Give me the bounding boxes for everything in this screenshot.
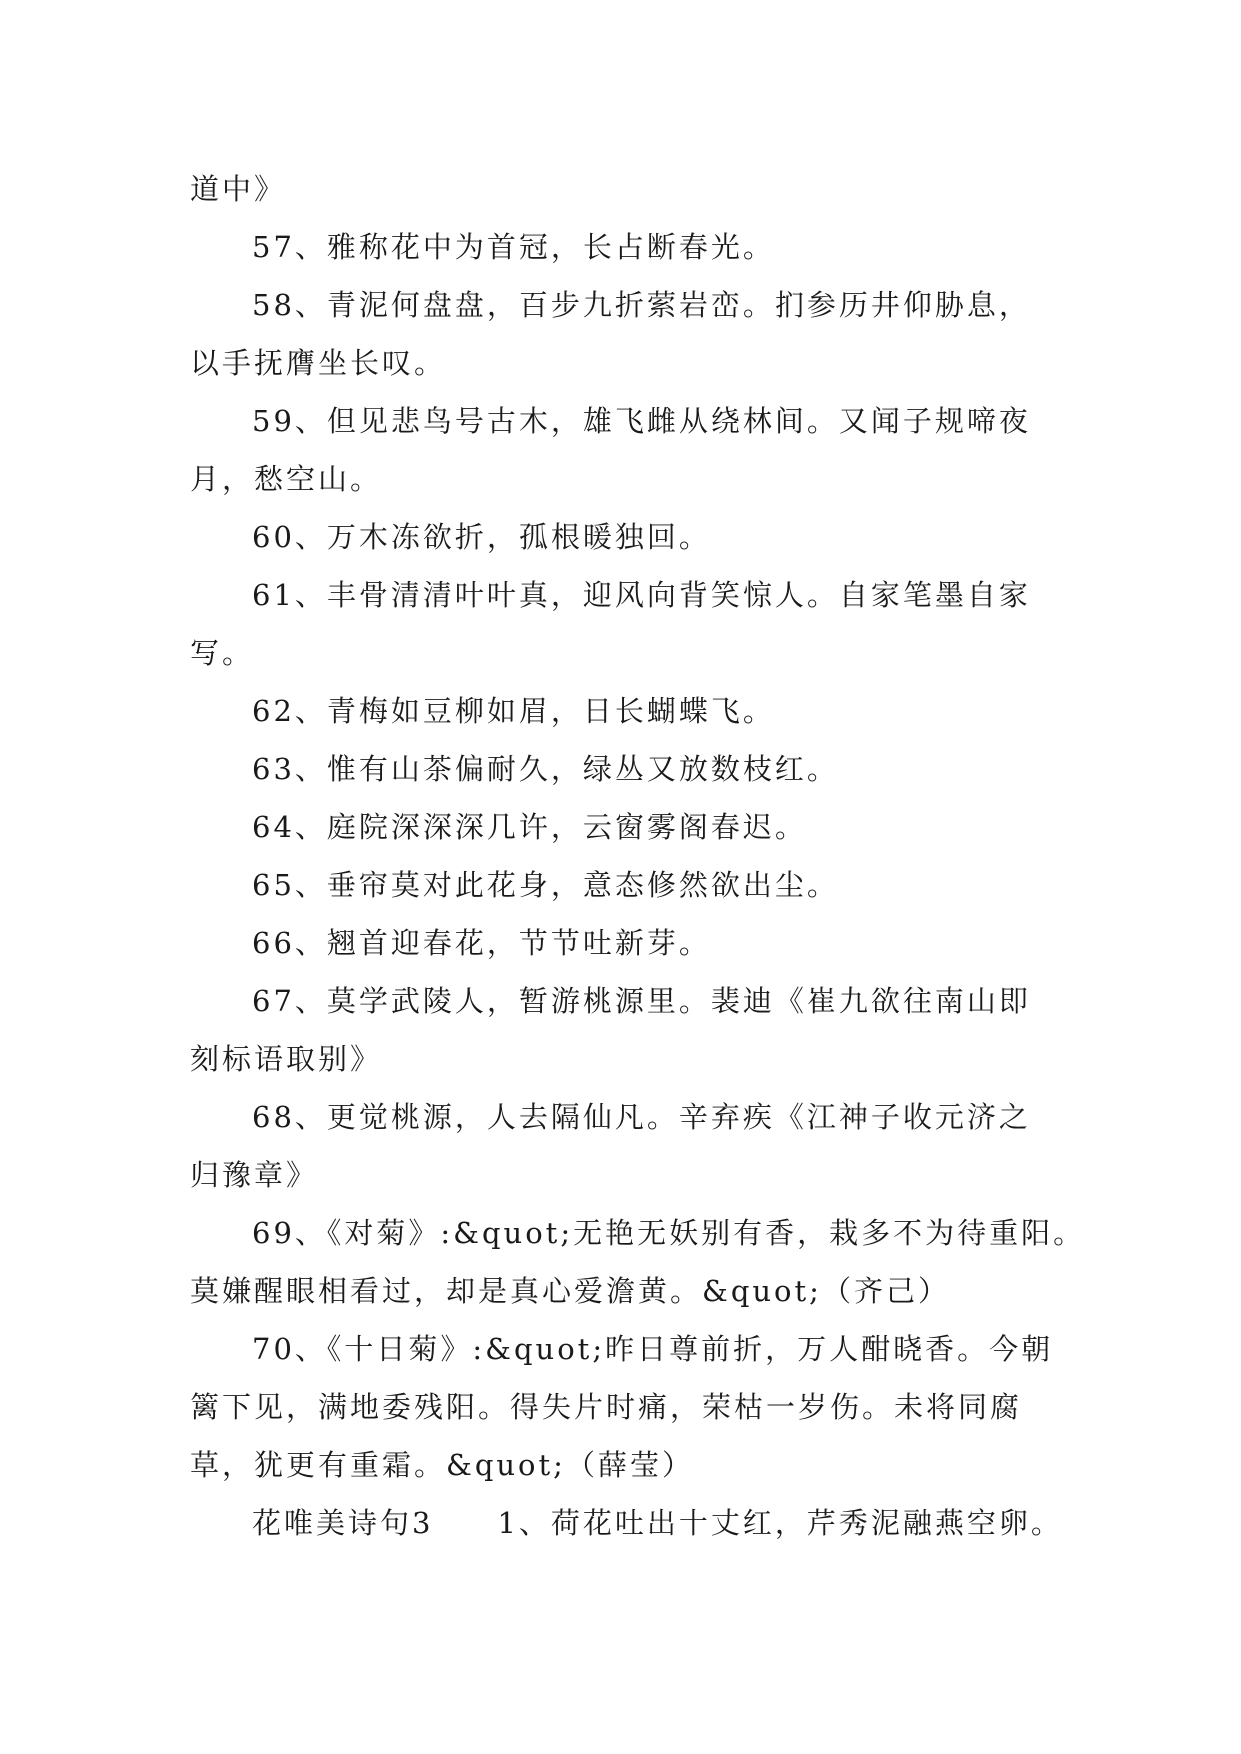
text-line: 60、万木冻欲折，孤根暖独回。 xyxy=(252,520,711,554)
text-line: 63、惟有山茶偏耐久，绿丛又放数枝红。 xyxy=(252,752,839,786)
document-body xyxy=(190,160,1086,1552)
text-line: 64、庭院深深深几许，云窗雾阁春迟。 xyxy=(252,810,807,844)
text-line: 以手抚膺坐长叹。 xyxy=(190,346,447,380)
text-line: 68、更觉桃源，人去隔仙凡。辛弃疾《江神子收元济之 xyxy=(252,1100,1031,1134)
text-line: 65、垂帘莫对此花身，意态修然欲出尘。 xyxy=(252,868,839,902)
text-line: 篱下见，满地委残阳。得失片时痛，荣枯一岁伤。未将同腐 xyxy=(190,1390,1023,1424)
text-line: 写。 xyxy=(190,636,255,670)
text-line: 道中》 xyxy=(190,172,287,206)
text-line: 花唯美诗句3 1、荷花吐出十丈红，芹秀泥融燕空卵。 xyxy=(252,1506,1063,1540)
text-line: 莫嫌醒眼相看过，却是真心爱澹黄。&quot;（齐己） xyxy=(190,1274,950,1308)
text-line: 归豫章》 xyxy=(190,1158,319,1192)
text-line: 草，犹更有重霜。&quot;（薛莹） xyxy=(190,1448,694,1482)
text-line: 月，愁空山。 xyxy=(190,462,383,496)
text-line: 59、但见悲鸟号古木，雄飞雌从绕林间。又闻子规啼夜 xyxy=(252,404,1031,438)
text-line: 67、莫学武陵人，暂游桃源里。裴迪《崔九欲往南山即 xyxy=(252,984,1031,1018)
text-line: 70、《十日菊》:&quot;昨日尊前折，万人酣晓香。今朝 xyxy=(252,1332,1054,1366)
text-line: 66、翘首迎春花，节节吐新芽。 xyxy=(252,926,711,960)
text-line: 刻标语取别》 xyxy=(190,1042,383,1076)
text-line: 57、雅称花中为首冠，长占断春光。 xyxy=(252,230,775,264)
text-line: 69、《对菊》:&quot;无艳无妖别有香，栽多不为待重阳。 xyxy=(252,1216,1086,1250)
text-line: 62、青梅如豆柳如眉，日长蝴蝶飞。 xyxy=(252,694,775,728)
text-line: 58、青泥何盘盘，百步九折萦岩峦。扪参历井仰胁息， xyxy=(252,288,1031,322)
text-line: 61、丰骨清清叶叶真，迎风向背笑惊人。自家笔墨自家 xyxy=(252,578,1031,612)
